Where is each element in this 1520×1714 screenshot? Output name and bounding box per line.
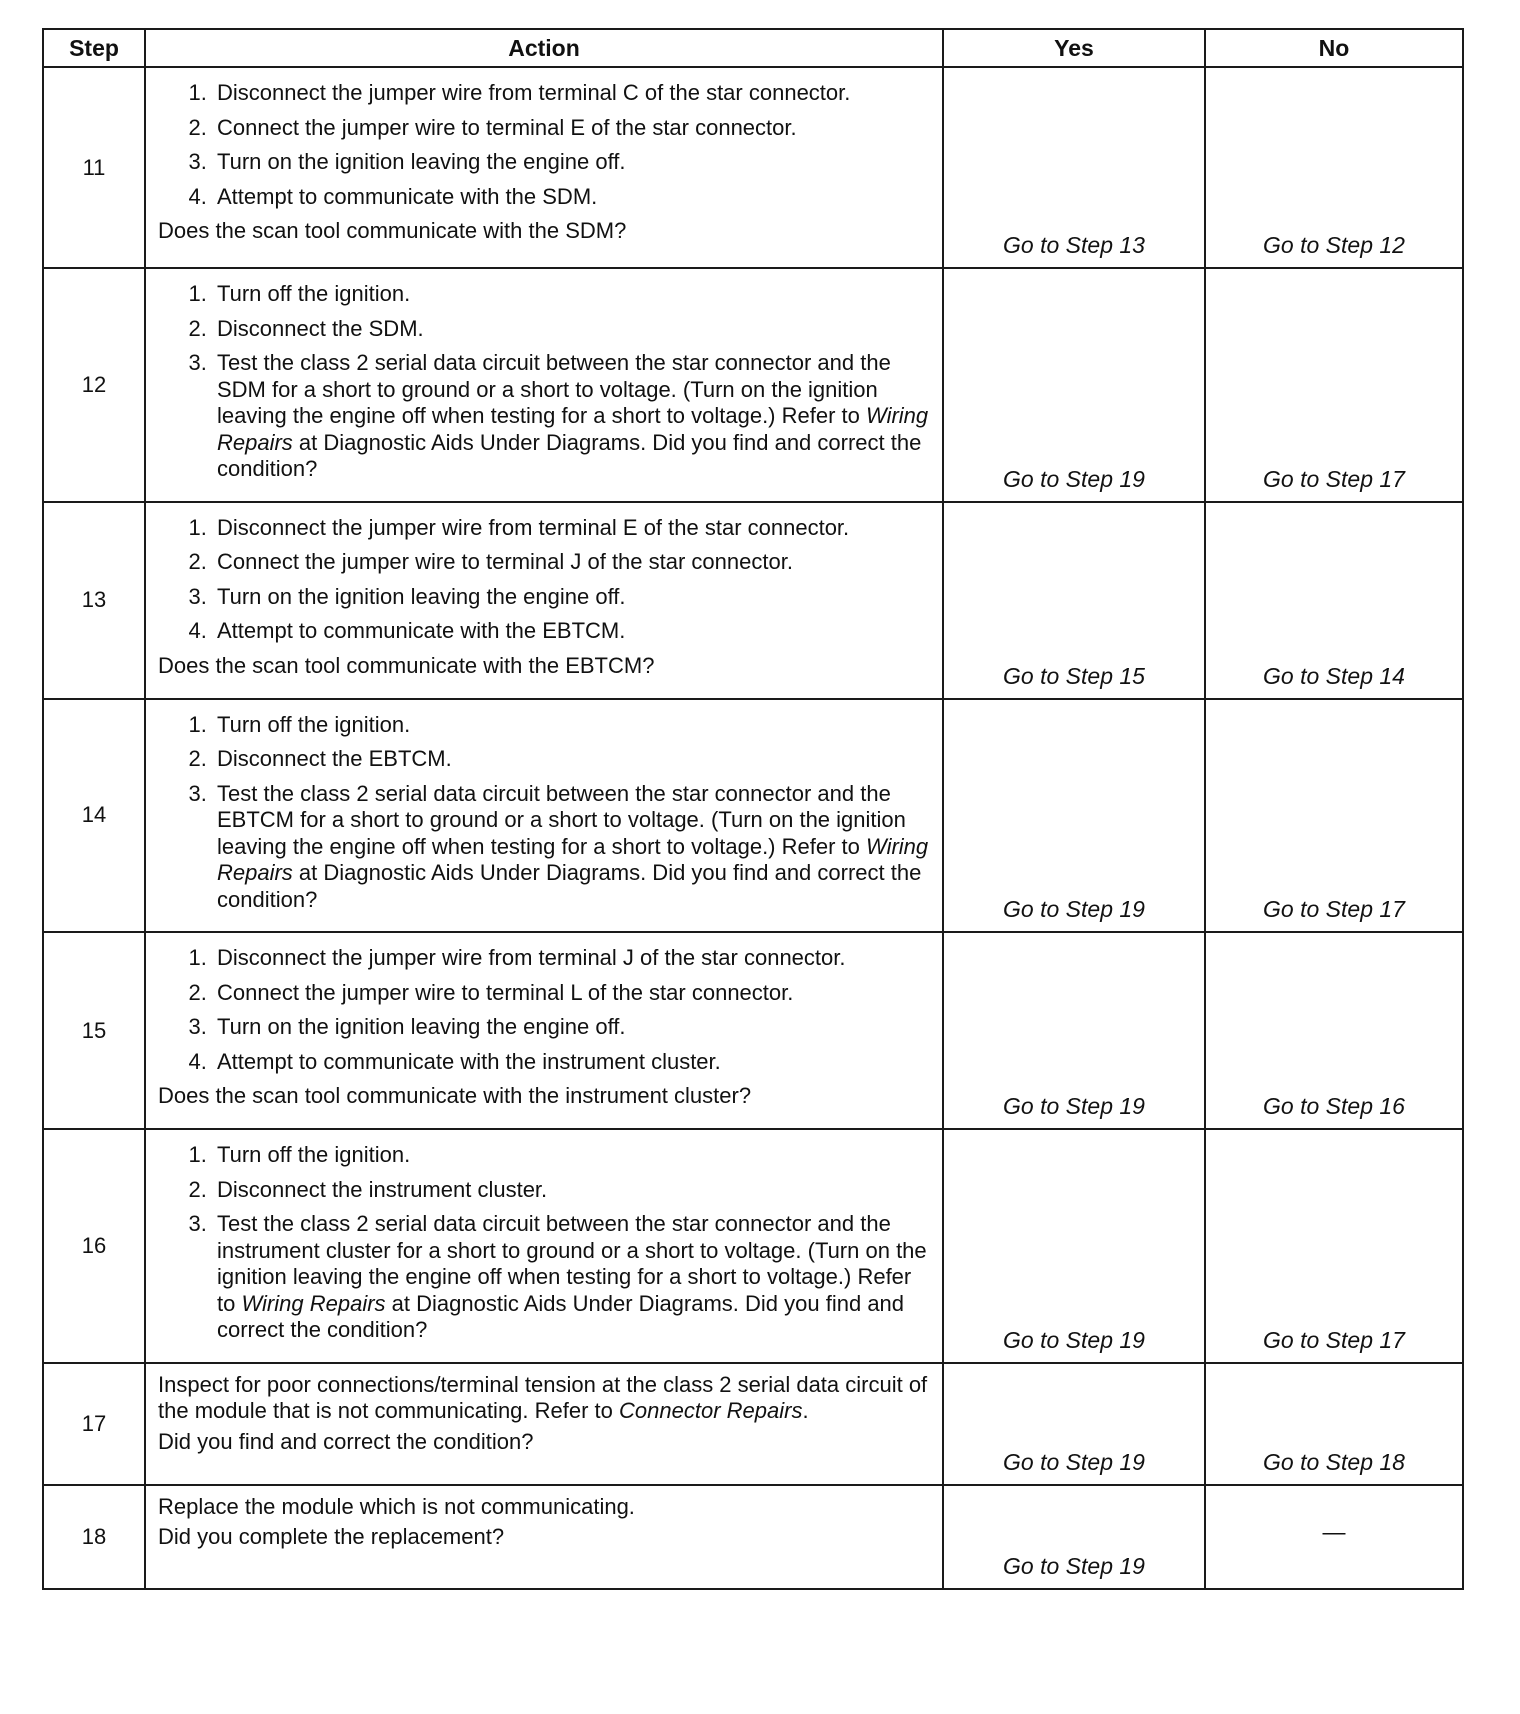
item-text: at Diagnostic Aids Under Diagrams. Did you find and correct the condition? [217, 429, 922, 481]
yes-link[interactable]: Go to Step 19 [943, 1485, 1205, 1589]
step-number: 17 [43, 1363, 145, 1485]
wiring-repairs-reference: Wiring Repairs [217, 833, 929, 885]
action-cell [145, 699, 943, 933]
header-action: Action [145, 29, 943, 67]
wiring-repairs-reference: Wiring Repairs [217, 403, 929, 455]
list-item: 3. Turn on the ignition leaving the engine off. [213, 584, 932, 611]
list-item: 4. Attempt to communicate with the SDM. [213, 184, 932, 211]
action-cell [145, 502, 943, 699]
paragraph-text: Inspect for poor connections/terminal tension at the class 2 serial data circuit of the module that is not communicating. Refer to [158, 1371, 928, 1423]
diagnostic-table-container [42, 28, 1462, 1590]
no-link[interactable]: Go to Step 17 [1205, 1129, 1463, 1363]
header-no: No [1205, 29, 1463, 67]
question: Did you complete the replacement? [158, 1524, 505, 1549]
list-item [213, 781, 932, 914]
item-text: Test the class 2 serial data circuit between the star connector and the SDM for a short to ground or a short to voltage. (Turn on the ignition leaving the engine off when testing for a short to voltage.) Refer to [217, 350, 891, 428]
yes-link[interactable]: Go to Step 15 [943, 502, 1205, 699]
yes-link[interactable]: Go to Step 13 [943, 67, 1205, 268]
yes-link[interactable]: Go to Step 19 [943, 1129, 1205, 1363]
action-cell [145, 67, 943, 268]
list-item: 4. Attempt to communicate with the instrument cluster. [213, 1049, 932, 1076]
step-number: 12 [43, 268, 145, 502]
question: Does the scan tool communicate with the SDM? [158, 218, 627, 243]
item-text: Test the class 2 serial data circuit between the star connector and the EBTCM for a short to ground or a short to voltage. (Turn on the ignition leaving the engine off when testing for a short to voltage.) Refer to [217, 780, 906, 859]
list-item: 1. Disconnect the jumper wire from terminal C of the star connector. [213, 80, 932, 107]
list-item: 1. Disconnect the jumper wire from terminal E of the star connector. [213, 515, 932, 542]
action-cell [145, 1485, 943, 1589]
wiring-repairs-reference: Wiring Repairs [241, 1290, 386, 1316]
action-cell [145, 932, 943, 1129]
item-text: at Diagnostic Aids Under Diagrams. Did you find and correct the condition? [217, 1290, 905, 1342]
no-link[interactable]: Go to Step 18 [1205, 1363, 1463, 1485]
yes-link[interactable]: Go to Step 19 [943, 699, 1205, 933]
connector-repairs-reference: Connector Repairs [619, 1398, 803, 1423]
table-row [43, 67, 1463, 268]
step-number: 16 [43, 1129, 145, 1363]
item-text: Test the class 2 serial data circuit between the star connector and the instrument cluster for a short to ground or a short to voltage. (Turn on the ignition leaving the engine off when testing for a short to voltage.) Refer to [217, 1211, 927, 1316]
step-number: 13 [43, 502, 145, 699]
list-item: 4. Attempt to communicate with the EBTCM. [213, 618, 932, 645]
list-item: 1. Turn off the ignition. [213, 712, 932, 739]
no-link[interactable]: Go to Step 14 [1205, 502, 1463, 699]
step-number: 14 [43, 699, 145, 933]
step-number: 15 [43, 932, 145, 1129]
step-number: 11 [43, 67, 145, 268]
action-list [158, 515, 932, 645]
no-link[interactable]: Go to Step 16 [1205, 932, 1463, 1129]
header-yes: Yes [943, 29, 1205, 67]
action-list [158, 281, 932, 483]
list-item: 2. Disconnect the EBTCM. [213, 746, 932, 773]
list-item: 2. Connect the jumper wire to terminal E of the star connector. [213, 115, 932, 142]
list-item: 1. Turn off the ignition. [213, 281, 932, 308]
list-item: 2. Connect the jumper wire to terminal J of the star connector. [213, 549, 932, 576]
list-item: 2. Connect the jumper wire to terminal L of the star connector. [213, 980, 932, 1007]
table-row [43, 268, 1463, 502]
no-dash-text: — [1322, 1518, 1346, 1545]
list-item: 1. Disconnect the jumper wire from terminal J of the star connector. [213, 945, 932, 972]
replacement-paragraph: Replace the module which is not communicating. [158, 1493, 635, 1519]
no-link[interactable]: Go to Step 17 [1205, 699, 1463, 933]
question: Does the scan tool communicate with the instrument cluster? [158, 1083, 752, 1108]
question: Does the scan tool communicate with the EBTCM? [158, 652, 655, 678]
header-step: Step [43, 29, 145, 67]
action-cell [145, 1363, 943, 1485]
action-list [158, 1142, 932, 1344]
action-list [158, 712, 932, 914]
yes-link[interactable]: Go to Step 19 [943, 1363, 1205, 1485]
action-cell [145, 268, 943, 502]
step-number: 18 [43, 1485, 145, 1589]
diagnostic-steps-table [42, 28, 1464, 1590]
no-link[interactable]: Go to Step 12 [1205, 67, 1463, 268]
list-item [213, 350, 932, 483]
question: Did you find and correct the condition? [158, 1428, 534, 1454]
paragraph-text: . [802, 1398, 809, 1423]
list-item: 2. Disconnect the SDM. [213, 316, 932, 343]
item-text: at Diagnostic Aids Under Diagrams. Did you find and correct the condition? [217, 860, 922, 912]
table-row [43, 1363, 1463, 1485]
no-dash [1205, 1485, 1463, 1589]
table-row [43, 932, 1463, 1129]
table-row [43, 502, 1463, 699]
action-list [158, 945, 932, 1075]
action-cell [145, 1129, 943, 1363]
action-list [158, 80, 932, 210]
header-row [43, 29, 1463, 67]
list-item: 2. Disconnect the instrument cluster. [213, 1177, 932, 1204]
yes-link[interactable]: Go to Step 19 [943, 268, 1205, 502]
no-link[interactable]: Go to Step 17 [1205, 268, 1463, 502]
list-item: 3. Turn on the ignition leaving the engine off. [213, 149, 932, 176]
inspection-paragraph [158, 1372, 932, 1425]
list-item: 3. Turn on the ignition leaving the engine off. [213, 1014, 932, 1041]
table-row [43, 1129, 1463, 1363]
table-row [43, 1485, 1463, 1589]
yes-link[interactable]: Go to Step 19 [943, 932, 1205, 1129]
list-item: 1. Turn off the ignition. [213, 1142, 932, 1169]
list-item [213, 1211, 932, 1344]
table-row [43, 699, 1463, 933]
